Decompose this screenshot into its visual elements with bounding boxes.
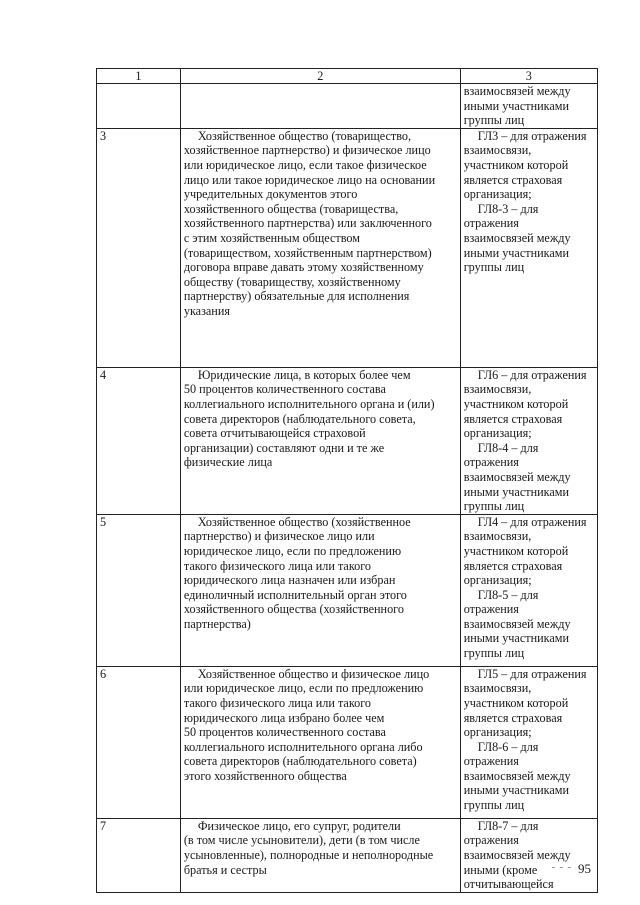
desc-line: обществу (товариществу, хозяйственному bbox=[183, 274, 401, 289]
row-code bbox=[460, 84, 597, 129]
row-number: 4 bbox=[97, 367, 181, 514]
code-line: участником которой bbox=[463, 543, 569, 558]
desc-line: партнерства) bbox=[183, 616, 251, 631]
row-code bbox=[460, 666, 597, 818]
row-description bbox=[180, 367, 460, 514]
row-description bbox=[180, 666, 460, 818]
code-line: иными участниками bbox=[463, 631, 569, 646]
code-line: взаимосвязей между bbox=[463, 847, 571, 862]
table-row bbox=[97, 818, 598, 892]
code-line: отражения bbox=[463, 455, 519, 470]
code-line: организация; bbox=[463, 725, 532, 740]
desc-line: или юридическое лицо, если по предложению bbox=[183, 681, 424, 696]
code-line: является страховая bbox=[463, 172, 563, 187]
scan-mark bbox=[568, 867, 571, 868]
row-number bbox=[97, 84, 181, 129]
row-code bbox=[460, 128, 597, 367]
desc-line: хозяйственного общества (товарищества, bbox=[183, 201, 399, 216]
code-line: взаимосвязи, bbox=[463, 143, 532, 158]
desc-line: такого физического лица или такого bbox=[183, 558, 372, 573]
code-line: отражения bbox=[463, 216, 519, 231]
code-line: иными участниками bbox=[463, 245, 569, 260]
desc-line: этого хозяйственного общества bbox=[183, 768, 347, 783]
code-line: ГЛ8-4 – для bbox=[477, 440, 539, 455]
desc-line: (товариществом, хозяйственным партнерством) bbox=[183, 245, 432, 260]
desc-line: договора вправе давать этому хозяйственному bbox=[183, 260, 424, 275]
code-line: участником которой bbox=[463, 695, 569, 710]
code-line: ГЛ4 – для отражения bbox=[477, 514, 587, 529]
table-row bbox=[97, 666, 598, 818]
code-line: иными участниками bbox=[463, 98, 569, 113]
desc-line: Физическое лицо, его супруг, родители bbox=[197, 818, 401, 833]
code-line: ГЛ8-5 – для bbox=[477, 587, 539, 602]
code-line: отражения bbox=[463, 602, 519, 617]
header-col-3: 3 bbox=[460, 69, 597, 84]
row-description bbox=[180, 84, 460, 129]
desc-line: совета отчитывающейся страховой bbox=[183, 426, 366, 441]
desc-line: Хозяйственное общество и физическое лицо bbox=[197, 666, 430, 681]
code-line: является страховая bbox=[463, 411, 563, 426]
table-row bbox=[97, 84, 598, 129]
desc-line: 50 процентов количественного состава bbox=[183, 725, 386, 740]
code-line: участником которой bbox=[463, 396, 569, 411]
row-code bbox=[460, 367, 597, 514]
row-code bbox=[460, 818, 597, 892]
table-row bbox=[97, 367, 598, 514]
desc-line: партнерству) обязательные для исполнения bbox=[183, 289, 410, 304]
desc-line: единоличный исполнительный орган этого bbox=[183, 587, 407, 602]
code-line: является страховая bbox=[463, 558, 563, 573]
code-line: иными (кроме bbox=[463, 862, 538, 877]
code-line: взаимосвязи, bbox=[463, 382, 532, 397]
code-line: группы лиц bbox=[463, 798, 525, 813]
code-line: ГЛ8-6 – для bbox=[477, 739, 539, 754]
code-line: группы лиц bbox=[463, 499, 525, 514]
desc-line: Хозяйственное общество (товарищество, bbox=[197, 128, 412, 143]
code-line: группы лиц bbox=[463, 260, 525, 275]
scan-mark bbox=[560, 867, 563, 868]
desc-line: Хозяйственное общество (хозяйственное bbox=[197, 514, 411, 529]
desc-line: или юридическое лицо, если такое физическое bbox=[183, 157, 427, 172]
desc-line: такого физического лица или такого bbox=[183, 695, 372, 710]
desc-line: учредительных документов этого bbox=[183, 187, 358, 202]
desc-line: хозяйственное партнерство) и физическое лицо bbox=[183, 143, 431, 158]
code-line: отчитывающейся bbox=[463, 877, 554, 892]
row-description bbox=[180, 514, 460, 666]
header-col-2: 2 bbox=[180, 69, 460, 84]
desc-line: братья и сестры bbox=[183, 862, 267, 877]
code-line: ГЛ8-7 – для bbox=[477, 818, 539, 833]
code-line: иными участниками bbox=[463, 783, 569, 798]
code-line: взаимосвязи, bbox=[463, 681, 532, 696]
code-line: организация; bbox=[463, 426, 532, 441]
desc-line: совета директоров (наблюдательного совета) bbox=[183, 754, 417, 769]
code-line: ГЛ3 – для отражения bbox=[477, 128, 587, 143]
code-line: участником которой bbox=[463, 157, 569, 172]
header-col-1: 1 bbox=[97, 69, 181, 84]
desc-line: совета директоров (наблюдательного совета, bbox=[183, 411, 416, 426]
code-line: взаимосвязи, bbox=[463, 529, 532, 544]
code-line: группы лиц bbox=[463, 646, 525, 661]
code-line: является страховая bbox=[463, 710, 563, 725]
desc-line: лицо или такое юридическое лицо на основании bbox=[183, 172, 436, 187]
code-line: группы лиц bbox=[463, 113, 525, 128]
code-line: взаимосвязей между bbox=[463, 768, 571, 783]
row-number: 3 bbox=[97, 128, 181, 367]
desc-line: 50 процентов количественного состава bbox=[183, 382, 386, 397]
code-line: взаимосвязей между bbox=[463, 84, 571, 98]
desc-line: хозяйственного партнерства) или заключенного bbox=[183, 216, 432, 231]
table-row bbox=[97, 514, 598, 666]
code-line: иными участниками bbox=[463, 484, 569, 499]
content-table bbox=[96, 68, 598, 893]
desc-line: организации) составляют одни и те же bbox=[183, 440, 385, 455]
code-line: организация; bbox=[463, 187, 532, 202]
desc-line: коллегиального исполнительного органа либо bbox=[183, 739, 423, 754]
code-line: взаимосвязей между bbox=[463, 616, 571, 631]
row-description bbox=[180, 818, 460, 892]
code-line: отражения bbox=[463, 833, 519, 848]
code-line: организация; bbox=[463, 573, 532, 588]
table-row bbox=[97, 128, 598, 367]
desc-line: юридического лица назначен или избран bbox=[183, 573, 396, 588]
code-line: взаимосвязей между bbox=[463, 230, 571, 245]
desc-line: указания bbox=[183, 303, 230, 318]
desc-line: хозяйственного общества (хозяйственного bbox=[183, 602, 404, 617]
desc-line: коллегиального исполнительного органа и (или) bbox=[183, 396, 435, 411]
code-line: взаимосвязей между bbox=[463, 469, 571, 484]
code-line: ГЛ5 – для отражения bbox=[477, 666, 587, 681]
desc-line: Юридические лица, в которых более чем bbox=[197, 367, 411, 382]
row-description bbox=[180, 128, 460, 367]
scan-mark bbox=[552, 867, 555, 868]
desc-line: (в том числе усыновители), дети (в том числе bbox=[183, 833, 420, 848]
row-number: 7 bbox=[97, 818, 181, 892]
row-code bbox=[460, 514, 597, 666]
row-number: 6 bbox=[97, 666, 181, 818]
desc-line: юридическое лицо, если по предложению bbox=[183, 543, 402, 558]
desc-line: юридического лица избрано более чем bbox=[183, 710, 385, 725]
code-line: отражения bbox=[463, 754, 519, 769]
desc-line: с этим хозяйственным обществом bbox=[183, 230, 360, 245]
desc-line: усыновленные), полнородные и неполнородные bbox=[183, 847, 434, 862]
code-line: ГЛ6 – для отражения bbox=[477, 367, 587, 382]
desc-line: партнерство) и физическое лицо или bbox=[183, 529, 375, 544]
row-number: 5 bbox=[97, 514, 181, 666]
header-row bbox=[97, 69, 598, 84]
code-line: ГЛ8-3 – для bbox=[477, 201, 539, 216]
page-number: 95 bbox=[578, 861, 591, 876]
desc-line: физические лица bbox=[183, 455, 273, 470]
